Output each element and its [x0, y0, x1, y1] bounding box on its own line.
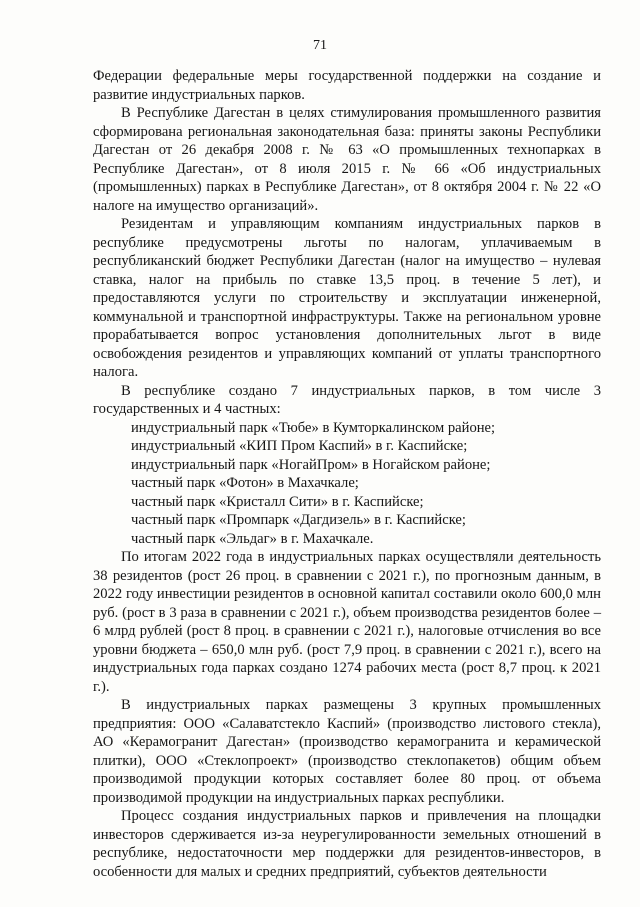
- list-item-park: частный парк «Фотон» в Махачкале;: [131, 475, 359, 491]
- paragraph-tax-benefits: Резидентам и управляющим компаниям индустриальных парков в республике предусмотрены льготы по налогам, уплачиваемым в республиканский бюджет Республики Дагестан (налог на имущество – нулевая ставка, налог на прибыль по ставке 13,5 проц. в течение 5 лет), и предоставляются услуги по строительству и эксплуатации инженерной, коммунальной и транспортной инфраструктуры. Также на региональном уровне прорабатывается вопрос установления дополнительных льгот в виде освобождения резидентов и управляющих компаний от уплаты транспортного налога.: [93, 216, 601, 380]
- paragraph-obstacles: Процесс создания индустриальных парков и привлечения на площадки инвесторов сдерживается из-за неурегулированности земельных отношений в республике, недостаточности мер поддержки для резидентов-инвесторов, в особенности для малых и средних предприятий, субъектов деятельности: [93, 808, 601, 880]
- document-body: [93, 67, 601, 881]
- paragraph-results-2022: По итогам 2022 года в индустриальных парках осуществляли деятельность 38 резидентов (рост 26 проц. в сравнении с 2021 г.), по прогнозным данным, в 2022 году инвестиции резидентов в основной капитал составили около 600,0 млн руб. (рост в 3 раза в сравнении с 2021 г.), объем производства резидентов более – 6 млрд рублей (рост 8 проц. в сравнении с 2021 г.), налоговые отчисления во все уровни бюджета – 650,0 млн руб. (рост 7,9 проц. в сравнении с 2021 г.), всего на индустриальных года парках создано 1274 рабочих места (рост 8,7 проц. к 2021 г.).: [93, 549, 601, 695]
- list-item-park: частный парк «Промпарк «Дагдизель» в г. Каспийске;: [131, 512, 466, 528]
- paragraph-legislation: В Республике Дагестан в целях стимулирования промышленного развития сформирована региональная законодательная база: приняты законы Республики Дагестан от 26 декабря 2008 г. № 63 «О промышленных технопарках в Республике Дагестан», от 8 июля 2015 г. № 66 «Об индустриальных (промышленных) парках в Республике Дагестан», от 8 октября 2004 г. № 22 «О налоге на имущество организаций».: [93, 105, 601, 214]
- paragraph-parks-intro: В республике создано 7 индустриальных парков, в том числе 3 государственных и 4 частных:: [93, 382, 601, 417]
- list-item-park: частный парк «Эльдаг» в г. Махачкале.: [131, 530, 374, 547]
- list-item-park: частный парк «Кристалл Сити» в г. Каспийске;: [131, 493, 424, 510]
- list-item-park: индустриальный парк «Тюбе» в Кумторкалинском районе;: [131, 419, 496, 436]
- paragraph-enterprises: В индустриальных парках размещены 3 крупных промышленных предприятия: ООО «Салаватстекло Каспий» (производство листового стекла), АО «Керамогранит Дагестан» (производство керамогранита и керамической плитки), ООО «Стеклопроект» (производство стеклопакетов) общим объем производимой продукции которых составляет более 80 проц. от объема производимой продукции на индустриальных парках республики.: [93, 697, 601, 806]
- page-number: 71: [313, 38, 327, 53]
- paragraph-continuation: Федерации федеральные меры государственной поддержки на создание и развитие индустриальных парков.: [93, 68, 601, 103]
- list-item-park: индустриальный парк «НогайПром» в Ногайском районе;: [131, 456, 491, 473]
- list-item-park: индустриальный «КИП Пром Каспий» в г. Каспийске;: [131, 438, 468, 454]
